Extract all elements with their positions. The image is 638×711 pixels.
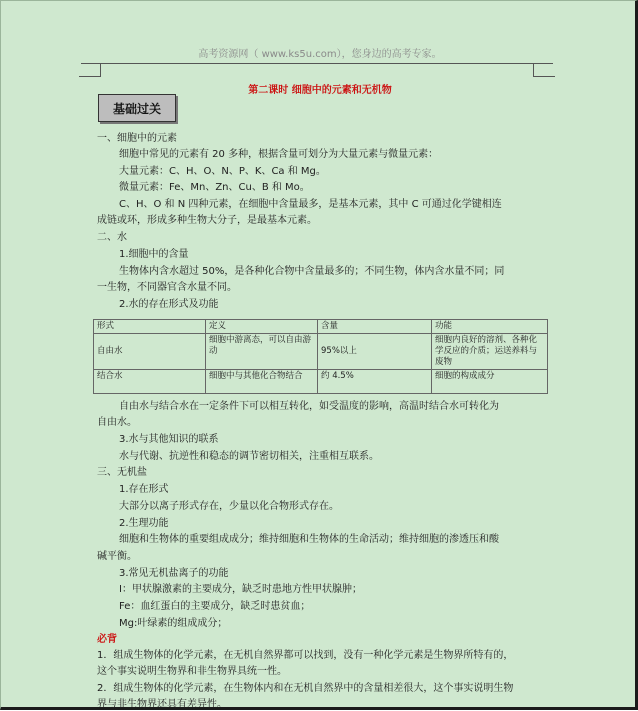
table-row <box>94 334 548 370</box>
body-line: Mg:叶绿素的组成成分； <box>119 618 228 629</box>
body-line: 一生物，不同器官含水量不同。 <box>97 282 237 293</box>
body-line: Fe：血红蛋白的主要成分，缺乏时患贫血； <box>119 601 311 612</box>
table-header-cell: 定义 <box>206 320 318 334</box>
body-line: 自由水。 <box>97 417 137 428</box>
table-row <box>94 370 548 394</box>
body-line: 水与代谢、抗逆性和稳态的调节密切相关，注重相互联系。 <box>119 451 379 462</box>
subheading: 3.水与其他知识的联系 <box>119 434 219 445</box>
content-body <box>1 1 638 711</box>
body-line: 界与非生物界还具有差异性。 <box>97 699 227 710</box>
table-header-cell: 形式 <box>94 320 206 334</box>
body-line: 微量元素：Fe、Mn、Zn、Cu、B 和 Mo。 <box>119 182 310 193</box>
section-badge: 基础过关 <box>98 94 176 122</box>
table-header-cell: 含量 <box>318 320 432 334</box>
table-cell: 细胞中与其他化合物结合 <box>206 370 318 394</box>
subheading: 2.生理功能 <box>119 518 169 529</box>
page-header: 高考资源网（ www.ks5u.com），您身边的高考专家。 <box>198 49 442 60</box>
heading-salts: 三、无机盐 <box>97 467 147 478</box>
must-memorize-heading: 必背 <box>97 634 117 645</box>
table-header-cell: 功能 <box>432 320 548 334</box>
table-cell: 约 4.5% <box>318 370 432 394</box>
body-line: 大部分以离子形式存在，少量以化合物形式存在。 <box>119 501 339 512</box>
subheading: 3.常见无机盐离子的功能 <box>119 568 229 579</box>
body-line: 这个事实说明生物界和非生物界具统一性。 <box>97 666 287 677</box>
lesson-title: 第二课时 细胞中的元素和无机物 <box>248 85 392 96</box>
table-cell: 自由水 <box>94 334 206 370</box>
table-cell: 细胞的构成成分 <box>432 370 548 394</box>
subheading: 1.存在形式 <box>119 484 169 495</box>
heading-elements: 一、细胞中的元素 <box>97 133 177 144</box>
body-line: 成链或环，形成多种生物大分子，是最基本元素。 <box>97 215 317 226</box>
body-line: 细胞和生物体的重要组成成分；维持细胞和生物体的生命活动；维持细胞的渗透压和酸 <box>119 534 499 545</box>
body-line: 1．组成生物体的化学元素，在无机自然界都可以找到，没有一种化学元素是生物界所特有的， <box>97 650 514 661</box>
body-line: 碱平衡。 <box>97 551 137 562</box>
body-line: 大量元素：C、H、O、N、P、K、Ca 和 Mg。 <box>119 166 326 177</box>
table-header-row <box>94 320 548 334</box>
table-cell: 细胞中游离态，可以自由游动 <box>206 334 318 370</box>
heading-water: 二、水 <box>97 232 127 243</box>
table-cell: 95%以上 <box>318 334 432 370</box>
table-cell: 细胞内良好的溶剂、各种化学反应的介质；运送养料与废物 <box>432 334 548 370</box>
body-line: 细胞中常见的元素有 20 多种，根据含量可划分为大量元素与微量元素： <box>119 149 439 160</box>
subheading: 2.水的存在形式及功能 <box>119 299 219 310</box>
body-line: I：甲状腺激素的主要成分，缺乏时患地方性甲状腺肿； <box>119 584 362 595</box>
subheading: 1.细胞中的含量 <box>119 249 189 260</box>
body-line: 自由水与结合水在一定条件下可以相互转化，如受温度的影响，高温时结合水可转化为 <box>119 401 499 412</box>
table-cell: 结合水 <box>94 370 206 394</box>
body-line: C、H、O 和 N 四种元素，在细胞中含量最多，是基本元素，其中 C 可通过化学键相连 <box>119 199 502 210</box>
body-line: 2．组成生物体的化学元素，在生物体内和在无机自然界中的含量相差很大，这个事实说明生物 <box>97 683 514 694</box>
body-line: 生物体内含水超过 50%，是各种化合物中含量最多的；不同生物，体内含水量不同；同 <box>119 266 505 277</box>
water-forms-table <box>93 319 548 394</box>
